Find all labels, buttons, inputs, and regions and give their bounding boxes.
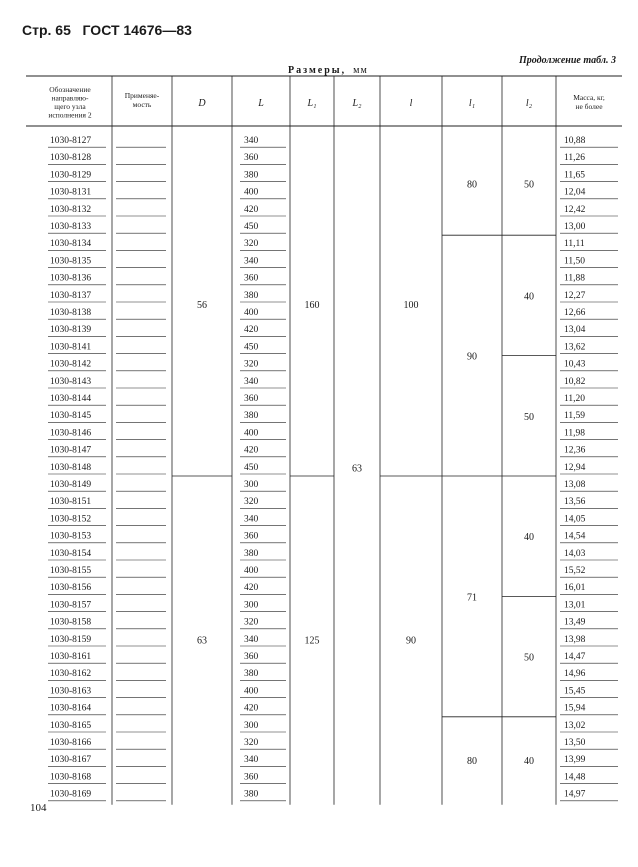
L-cell: 420 <box>244 204 259 215</box>
L-cell: 300 <box>244 720 259 731</box>
l1-value: 80 <box>467 755 477 767</box>
L-cell: 340 <box>244 136 259 146</box>
mass-cell: 12,66 <box>564 308 586 318</box>
designation-cell: 1030-8153 <box>50 531 92 542</box>
designation-cell: 1030-8148 <box>50 462 92 473</box>
header-designation-line: Обозначение <box>49 85 91 94</box>
mass-cell: 15,52 <box>564 566 586 576</box>
designation-cell: 1030-8135 <box>50 256 92 267</box>
header-application-line: Применяе- <box>124 91 160 100</box>
designation-cell: 1030-8162 <box>50 669 92 680</box>
standard-code: ГОСТ 14676—83 <box>82 22 192 38</box>
L-cell: 380 <box>244 669 259 680</box>
designation-cell: 1030-8159 <box>50 634 92 645</box>
L1-value: 160 <box>304 300 320 311</box>
L-cell: 400 <box>244 686 259 697</box>
mass-cell: 12,27 <box>564 290 586 301</box>
mass-cell: 13,98 <box>564 634 586 645</box>
l1-value: 71 <box>467 592 477 604</box>
L1-value: 125 <box>304 635 320 647</box>
mass-cell: 14,54 <box>564 531 586 542</box>
l-value: 100 <box>403 300 419 311</box>
dimensions-label: Размеры, <box>288 65 347 76</box>
designation-cell: 1030-8136 <box>50 273 92 284</box>
header-l2: L₂ <box>352 98 362 109</box>
designation-cell: 1030-8161 <box>50 652 92 662</box>
mass-cell: 11,11 <box>564 239 585 250</box>
mass-cell: 14,96 <box>564 669 586 680</box>
header-l1: l₁ <box>468 98 476 109</box>
L-cell: 380 <box>244 170 259 181</box>
L-cell: 420 <box>244 445 259 456</box>
L-cell: 420 <box>244 703 259 714</box>
mass-cell: 13,08 <box>564 480 586 490</box>
L-cell: 300 <box>244 600 259 611</box>
mass-cell: 13,50 <box>564 738 586 748</box>
L-cell: 380 <box>244 411 259 422</box>
mass-cell: 14,47 <box>564 652 586 662</box>
mass-cell: 11,26 <box>564 153 586 164</box>
L-cell: 340 <box>244 256 259 267</box>
page-label: Стр. 65 <box>22 22 71 38</box>
designation-cell: 1030-8138 <box>50 308 92 318</box>
L-cell: 360 <box>244 531 259 542</box>
l2-value: 40 <box>524 755 534 767</box>
dimensions-unit: мм <box>353 65 368 76</box>
header-l: l <box>409 98 413 109</box>
header-mass-line: Масса, кг, <box>573 93 605 102</box>
L-cell: 380 <box>244 789 259 800</box>
designation-cell: 1030-8149 <box>50 480 92 490</box>
designation-cell: 1030-8157 <box>50 600 92 611</box>
designation-cell: 1030-8128 <box>50 153 92 164</box>
L-cell: 420 <box>244 583 259 594</box>
mass-cell: 14,48 <box>564 772 586 783</box>
designation-cell: 1030-8164 <box>50 703 92 714</box>
mass-cell: 13,00 <box>564 222 586 232</box>
mass-cell: 13,04 <box>564 325 586 336</box>
header-designation-line: направляю- <box>51 93 89 103</box>
designation-cell: 1030-8155 <box>50 566 92 576</box>
header-d: D <box>198 98 206 109</box>
designation-cell: 1030-8137 <box>50 290 92 301</box>
designation-cell: 1030-8167 <box>50 755 92 766</box>
L-cell: 340 <box>244 376 259 387</box>
header-l: L <box>258 98 264 109</box>
page-number: 104 <box>30 802 47 814</box>
L-cell: 360 <box>244 772 259 783</box>
L-cell: 420 <box>244 325 259 336</box>
mass-cell: 12,36 <box>564 445 586 456</box>
designation-cell: 1030-8142 <box>50 359 92 370</box>
l1-value: 90 <box>467 351 477 363</box>
l2-value: 50 <box>524 179 534 191</box>
designation-cell: 1030-8146 <box>50 428 92 439</box>
mass-cell: 11,88 <box>564 273 586 284</box>
L-cell: 320 <box>244 239 259 250</box>
mass-cell: 10,82 <box>564 376 586 387</box>
mass-cell: 13,56 <box>564 497 586 508</box>
mass-cell: 10,43 <box>564 359 586 370</box>
mass-cell: 11,50 <box>564 256 586 267</box>
mass-cell: 12,42 <box>564 204 586 215</box>
mass-cell: 15,45 <box>564 686 586 697</box>
L-cell: 400 <box>244 308 259 318</box>
l1-value: 80 <box>467 179 477 191</box>
l-value: 90 <box>406 635 416 647</box>
designation-cell: 1030-8133 <box>50 222 92 232</box>
mass-cell: 14,03 <box>564 548 586 559</box>
L-cell: 320 <box>244 497 259 508</box>
header-mass-line: не более <box>575 102 603 111</box>
L-cell: 360 <box>244 652 259 662</box>
designation-cell: 1030-8143 <box>50 376 92 387</box>
mass-cell: 11,98 <box>564 428 586 439</box>
L-cell: 400 <box>244 187 259 198</box>
L-cell: 360 <box>244 273 259 284</box>
mass-cell: 10,88 <box>564 136 586 146</box>
designation-cell: 1030-8127 <box>50 136 92 146</box>
L-cell: 400 <box>244 428 259 439</box>
designation-cell: 1030-8132 <box>50 204 92 215</box>
L-cell: 340 <box>244 634 259 645</box>
L-cell: 340 <box>244 514 259 525</box>
mass-cell: 14,05 <box>564 514 586 525</box>
designation-cell: 1030-8156 <box>50 583 92 594</box>
L-cell: 320 <box>244 738 259 748</box>
header-designation-line: исполнения 2 <box>48 110 92 120</box>
mass-cell: 13,49 <box>564 617 586 628</box>
header-designation-line: щего узла <box>54 102 86 111</box>
designation-cell: 1030-8158 <box>50 617 92 628</box>
designation-cell: 1030-8134 <box>50 239 92 250</box>
designation-cell: 1030-8169 <box>50 789 92 800</box>
table-continuation-note: Продолжение табл. 3 <box>518 55 616 66</box>
designation-cell: 1030-8129 <box>50 170 92 181</box>
mass-cell: 13,62 <box>564 342 586 353</box>
designation-cell: 1030-8145 <box>50 411 92 422</box>
designation-cell: 1030-8151 <box>50 497 92 508</box>
L-cell: 450 <box>244 462 259 473</box>
designation-cell: 1030-8141 <box>50 342 92 353</box>
mass-cell: 12,94 <box>564 462 586 473</box>
mass-cell: 13,02 <box>564 720 586 731</box>
mass-cell: 14,97 <box>564 789 586 800</box>
l2-value: 40 <box>524 532 534 544</box>
designation-cell: 1030-8163 <box>50 686 92 697</box>
L-cell: 300 <box>244 480 259 490</box>
header-application-line: мость <box>132 100 152 109</box>
l2-value: 50 <box>524 411 534 423</box>
L-cell: 320 <box>244 359 259 370</box>
L-cell: 380 <box>244 548 259 559</box>
L2-value: 63 <box>352 463 362 475</box>
designation-cell: 1030-8139 <box>50 325 92 336</box>
designation-cell: 1030-8165 <box>50 720 92 731</box>
mass-cell: 11,59 <box>564 411 586 422</box>
mass-cell: 11,20 <box>564 394 586 404</box>
l2-value: 40 <box>524 291 534 303</box>
l2-value: 50 <box>524 652 534 664</box>
L-cell: 340 <box>244 755 259 766</box>
designation-cell: 1030-8168 <box>50 772 92 783</box>
mass-cell: 11,65 <box>564 170 586 181</box>
designation-cell: 1030-8144 <box>50 394 92 404</box>
L-cell: 380 <box>244 290 259 301</box>
mass-cell: 12,04 <box>564 187 586 198</box>
header-l1: L₁ <box>307 98 317 109</box>
D-value: 56 <box>197 300 207 311</box>
L-cell: 450 <box>244 342 259 353</box>
D-value: 63 <box>197 635 207 647</box>
mass-cell: 15,94 <box>564 703 586 714</box>
mass-cell: 13,99 <box>564 755 586 766</box>
mass-cell: 16,01 <box>564 583 586 594</box>
mass-cell: 13,01 <box>564 600 586 611</box>
L-cell: 400 <box>244 566 259 576</box>
designation-cell: 1030-8154 <box>50 548 92 559</box>
designation-cell: 1030-8152 <box>50 514 92 525</box>
L-cell: 320 <box>244 617 259 628</box>
L-cell: 360 <box>244 394 259 404</box>
L-cell: 450 <box>244 222 259 232</box>
L-cell: 360 <box>244 153 259 164</box>
header-l2: l₂ <box>525 98 533 109</box>
designation-cell: 1030-8166 <box>50 738 92 748</box>
designation-cell: 1030-8147 <box>50 445 92 456</box>
designation-cell: 1030-8131 <box>50 187 92 198</box>
